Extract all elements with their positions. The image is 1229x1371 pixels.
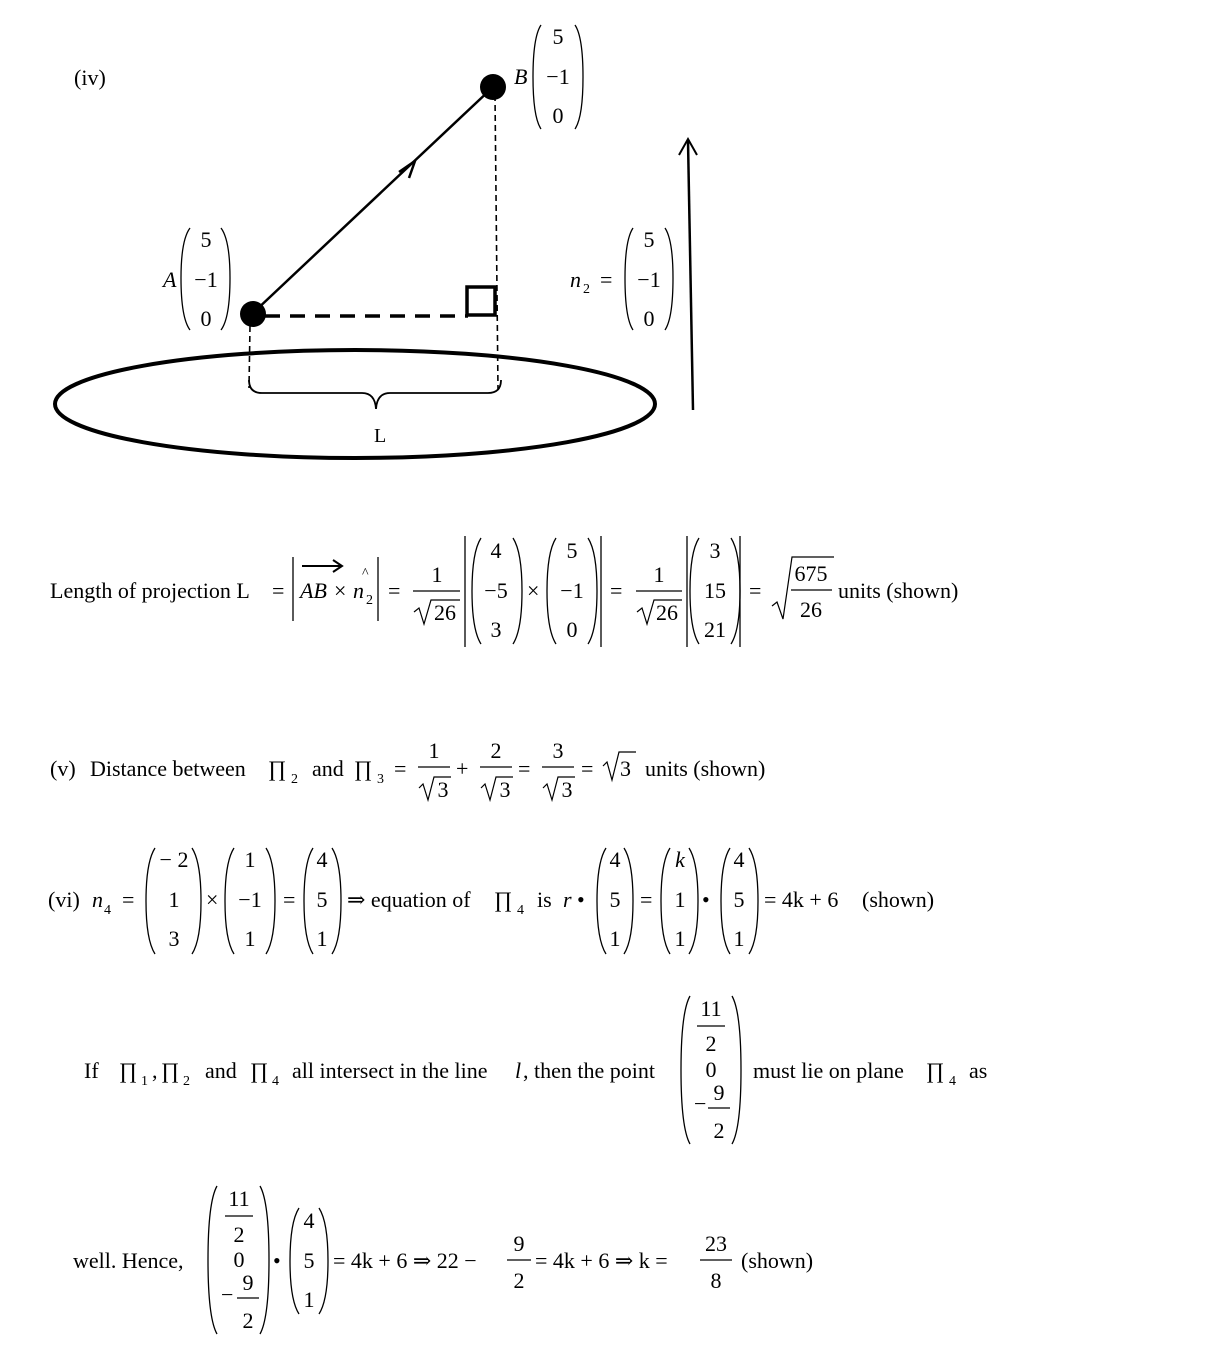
svg-text:=: = — [272, 578, 285, 603]
svg-text:3: 3 — [437, 777, 449, 802]
normal-arrow-line — [688, 141, 693, 410]
svg-text:0: 0 — [233, 1247, 245, 1272]
svg-text:26: 26 — [656, 600, 678, 625]
right-angle-icon — [467, 287, 495, 315]
svg-text:0: 0 — [200, 306, 212, 331]
svg-text:is: is — [537, 887, 552, 912]
svg-text:4: 4 — [272, 1074, 279, 1089]
a-dashed-drop — [249, 326, 250, 388]
svg-text:1: 1 — [674, 887, 686, 912]
svg-text:2: 2 — [366, 593, 373, 608]
svg-text:23: 23 — [705, 1231, 727, 1256]
svg-text:=: = — [388, 578, 401, 603]
svg-text:= 4k + 6: = 4k + 6 — [764, 887, 839, 912]
svg-text:1: 1 — [141, 1074, 148, 1089]
svg-text:5: 5 — [643, 227, 655, 252]
part-v-equation — [50, 738, 765, 802]
svg-text:=: = — [610, 578, 623, 603]
svg-text:−1: −1 — [194, 267, 218, 292]
svg-text:21: 21 — [704, 617, 726, 642]
svg-text:(shown): (shown) — [862, 887, 935, 912]
svg-text:5: 5 — [733, 887, 745, 912]
svg-text:3: 3 — [561, 777, 573, 802]
svg-text:, then the point: , then the point — [523, 1058, 655, 1083]
svg-text:If: If — [84, 1058, 99, 1083]
intersection-statement — [84, 996, 987, 1144]
svg-text:n: n — [92, 887, 103, 912]
svg-text:(v): (v) — [50, 756, 76, 781]
svg-text:2: 2 — [490, 738, 502, 763]
normal-vector-label — [570, 227, 673, 331]
svg-text:=: = — [283, 887, 296, 912]
svg-text:∏: ∏ — [250, 1058, 269, 1083]
svg-text:Length of projection L: Length of projection L — [50, 578, 250, 603]
part-vi-equation — [48, 847, 934, 954]
point-a-dot — [240, 301, 266, 327]
svg-text:1: 1 — [609, 926, 621, 951]
svg-text:−1: −1 — [238, 887, 262, 912]
svg-text:0: 0 — [643, 306, 655, 331]
svg-text:5: 5 — [552, 24, 564, 49]
svg-text:∏: ∏ — [161, 1058, 180, 1083]
svg-text:×: × — [206, 887, 219, 912]
svg-text:3: 3 — [709, 538, 721, 563]
svg-text:2: 2 — [713, 1118, 725, 1143]
svg-text:⇒ equation of: ⇒ equation of — [347, 887, 471, 912]
svg-text:=: = — [749, 578, 762, 603]
point-a-label: A — [163, 267, 177, 292]
svg-text:,: , — [152, 1058, 158, 1083]
svg-text:2: 2 — [233, 1222, 245, 1247]
svg-text:•: • — [273, 1248, 281, 1273]
svg-text:4: 4 — [490, 538, 502, 563]
svg-text:4: 4 — [517, 903, 524, 918]
svg-text:2: 2 — [705, 1031, 717, 1056]
point-b-label: B — [514, 64, 528, 89]
svg-text:∏: ∏ — [354, 756, 373, 781]
svg-text:3: 3 — [377, 772, 384, 787]
b-perpendicular-dashed — [495, 95, 498, 390]
svg-text:15: 15 — [704, 578, 726, 603]
svg-text:2: 2 — [183, 1074, 190, 1089]
ab-vector-line — [253, 87, 493, 313]
svg-text:∏: ∏ — [494, 887, 513, 912]
part-iv-label: (iv) — [74, 65, 106, 90]
svg-text:and: and — [312, 756, 344, 781]
svg-text:∏: ∏ — [119, 1058, 138, 1083]
svg-text:all intersect in the line: all intersect in the line — [292, 1058, 488, 1083]
svg-text:− 2: − 2 — [159, 847, 189, 872]
svg-text:4: 4 — [949, 1074, 956, 1089]
svg-text:1: 1 — [168, 887, 180, 912]
svg-text:k: k — [675, 847, 685, 872]
svg-text:−: − — [694, 1091, 707, 1116]
svg-text:1: 1 — [428, 738, 440, 763]
svg-text:−1: −1 — [560, 578, 584, 603]
svg-text:3: 3 — [552, 738, 564, 763]
svg-text:−1: −1 — [637, 267, 661, 292]
projection-length-equation — [50, 536, 958, 647]
svg-text:9: 9 — [513, 1231, 525, 1256]
point-b-dot — [480, 74, 506, 100]
svg-text:11: 11 — [228, 1186, 250, 1211]
svg-text:1: 1 — [244, 847, 256, 872]
svg-text:1: 1 — [431, 562, 443, 587]
svg-text:9: 9 — [713, 1080, 725, 1105]
svg-text:as: as — [969, 1058, 988, 1083]
svg-text:=: = — [600, 267, 613, 292]
point-b-vector — [533, 24, 583, 129]
svg-text:0: 0 — [705, 1057, 717, 1082]
svg-text:=: = — [518, 756, 531, 781]
svg-text:∏: ∏ — [268, 756, 287, 781]
svg-text:0: 0 — [566, 617, 578, 642]
svg-text:4: 4 — [609, 847, 621, 872]
svg-text:4: 4 — [316, 847, 328, 872]
svg-text:1: 1 — [316, 926, 328, 951]
svg-text:•: • — [702, 887, 710, 912]
svg-text:l: l — [515, 1058, 522, 1083]
svg-text:9: 9 — [242, 1270, 254, 1295]
svg-text:=: = — [122, 887, 135, 912]
plane-ellipse — [55, 350, 655, 458]
svg-text:3: 3 — [620, 756, 631, 781]
svg-text:2: 2 — [242, 1308, 254, 1333]
svg-text:−1: −1 — [546, 64, 570, 89]
svg-text:26: 26 — [434, 600, 456, 625]
svg-text:•: • — [577, 887, 585, 912]
svg-text:=: = — [394, 756, 407, 781]
svg-text:(shown): (shown) — [741, 1248, 814, 1273]
svg-text:(vi): (vi) — [48, 887, 80, 912]
svg-text:+: + — [456, 756, 469, 781]
projection-label: L — [374, 425, 387, 447]
svg-text:n: n — [570, 267, 581, 292]
svg-text:AB: AB — [300, 578, 327, 603]
svg-text:3: 3 — [499, 777, 511, 802]
svg-text:4: 4 — [303, 1208, 315, 1233]
svg-text:1: 1 — [303, 1287, 315, 1312]
svg-text:5: 5 — [303, 1248, 315, 1273]
svg-text:3: 3 — [168, 926, 180, 951]
svg-text:n: n — [353, 578, 364, 603]
svg-text:3: 3 — [490, 617, 502, 642]
svg-text:5: 5 — [566, 538, 578, 563]
svg-text:−5: −5 — [484, 578, 508, 603]
svg-text:5: 5 — [316, 887, 328, 912]
svg-text:and: and — [205, 1058, 237, 1083]
svg-text:well. Hence,: well. Hence, — [73, 1248, 184, 1273]
svg-text:0: 0 — [552, 103, 564, 128]
svg-text:×: × — [527, 578, 540, 603]
svg-text:must lie on plane: must lie on plane — [753, 1058, 904, 1083]
projection-brace — [249, 380, 501, 409]
svg-text:=: = — [581, 756, 594, 781]
svg-text:^: ^ — [362, 566, 369, 581]
svg-text:1: 1 — [733, 926, 745, 951]
svg-text:Distance between: Distance between — [90, 756, 246, 781]
svg-text:2: 2 — [583, 282, 590, 297]
svg-text:5: 5 — [200, 227, 212, 252]
svg-text:r: r — [563, 887, 572, 912]
svg-text:675: 675 — [794, 561, 828, 586]
svg-text:11: 11 — [700, 996, 722, 1021]
svg-text:1: 1 — [653, 562, 665, 587]
svg-text:2: 2 — [291, 772, 298, 787]
point-a-vector — [181, 227, 230, 331]
svg-text:−: − — [221, 1282, 234, 1307]
svg-text:4: 4 — [733, 847, 745, 872]
svg-text:26: 26 — [800, 597, 822, 622]
svg-text:5: 5 — [609, 887, 621, 912]
svg-text:units (shown): units (shown) — [838, 578, 959, 603]
svg-text:2: 2 — [513, 1268, 525, 1293]
svg-text:∏: ∏ — [926, 1058, 945, 1083]
svg-text:1: 1 — [244, 926, 256, 951]
svg-text:= 4k + 6 ⇒ 22 −: = 4k + 6 ⇒ 22 − — [333, 1248, 477, 1273]
svg-text:= 4k + 6 ⇒ k =: = 4k + 6 ⇒ k = — [535, 1248, 668, 1273]
svg-text:×: × — [334, 578, 347, 603]
svg-text:1: 1 — [674, 926, 686, 951]
svg-text:=: = — [640, 887, 653, 912]
svg-text:8: 8 — [710, 1268, 722, 1293]
conclusion-equation — [73, 1186, 813, 1334]
svg-text:units (shown): units (shown) — [645, 756, 766, 781]
svg-text:4: 4 — [104, 903, 111, 918]
